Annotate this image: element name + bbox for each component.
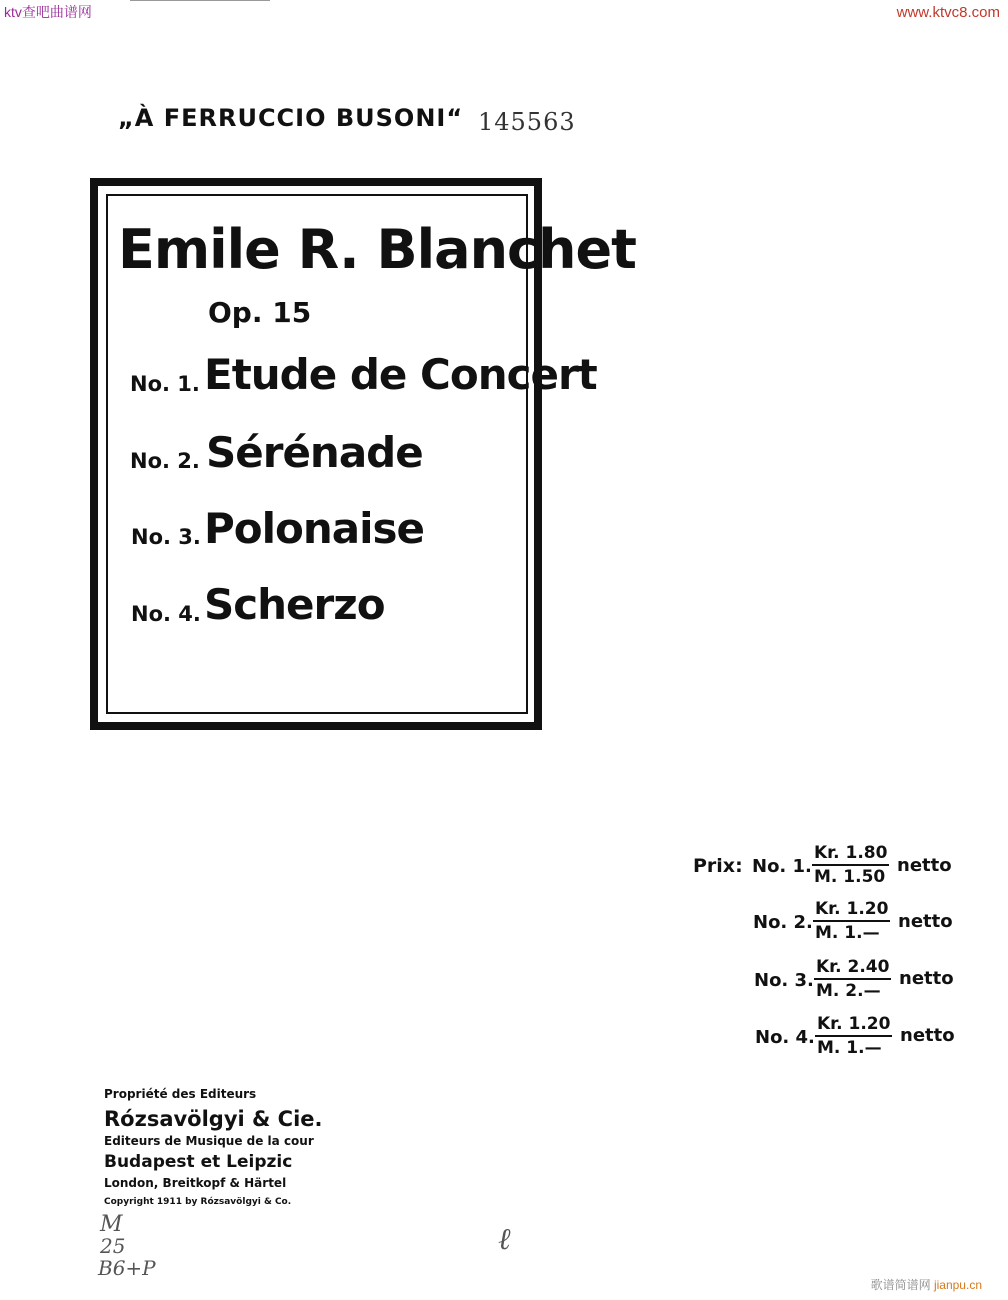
price-fraction xyxy=(812,843,889,887)
publisher-copyright: Copyright 1911 by Rózsavölgyi & Co. xyxy=(104,1197,292,1207)
piece-title: Etude de Concert xyxy=(204,350,597,399)
piece-number: No. 4. xyxy=(131,602,201,626)
price-number: No. 2. xyxy=(753,912,813,933)
price-label: Prix: xyxy=(693,855,743,877)
piece-number: No. 2. xyxy=(130,449,200,473)
price-mark: M. 2.— xyxy=(816,981,881,1001)
watermark-jianpu-url: jianpu.cn xyxy=(933,1278,982,1292)
price-fraction xyxy=(813,899,890,943)
piece-title: Sérénade xyxy=(206,428,423,477)
watermark-ktv: ktv查吧曲谱网 xyxy=(4,4,92,20)
scan-rule xyxy=(130,0,270,1)
publisher-property: Propriété des Editeurs xyxy=(104,1087,257,1101)
dedication: „À FERRUCCIO BUSONI“ xyxy=(118,104,464,132)
price-mark: M. 1.— xyxy=(815,923,880,943)
piece-title: Scherzo xyxy=(204,580,385,629)
publisher-subtitle: Editeurs de Musique de la cour xyxy=(104,1134,314,1148)
price-kronen: Kr. 2.40 xyxy=(814,957,891,980)
price-fraction xyxy=(814,957,891,1001)
opus-number: Op. 15 xyxy=(208,296,312,329)
publisher-agent: London, Breitkopf & Härtel xyxy=(104,1176,287,1190)
price-netto: netto xyxy=(898,911,953,932)
handwritten-shelfmark: M xyxy=(100,1212,123,1237)
price-mark: M. 1.50 xyxy=(814,867,886,887)
watermark-jianpu-cn: 歌谱简谱网 xyxy=(870,1278,931,1292)
price-netto: netto xyxy=(900,1025,955,1046)
price-kronen: Kr. 1.20 xyxy=(813,899,890,922)
price-netto: netto xyxy=(897,855,952,876)
handwritten-mark: ℓ xyxy=(498,1222,511,1257)
piece-number: No. 1. xyxy=(130,372,200,396)
handwritten-shelfmark: B6+P xyxy=(98,1256,156,1280)
catalog-number: 145563 xyxy=(478,108,576,136)
piece-title: Polonaise xyxy=(204,504,425,553)
price-number: No. 4. xyxy=(755,1027,815,1048)
watermark-url: www.ktvc8.com xyxy=(896,4,1000,21)
price-number: No. 1. xyxy=(752,856,812,877)
price-kronen: Kr. 1.20 xyxy=(815,1014,892,1037)
publisher-name: Rózsavölgyi & Cie. xyxy=(104,1107,323,1131)
price-netto: netto xyxy=(899,968,954,989)
price-mark: M. 1.— xyxy=(817,1038,882,1058)
watermark-jianpu xyxy=(871,1276,982,1293)
price-number: No. 3. xyxy=(754,970,814,991)
piece-number: No. 3. xyxy=(131,525,201,549)
price-kronen: Kr. 1.80 xyxy=(812,843,889,866)
publisher-cities: Budapest et Leipzic xyxy=(104,1152,293,1172)
handwritten-shelfmark: 25 xyxy=(100,1234,126,1258)
composer-name: Emile R. Blanchet xyxy=(118,218,636,281)
price-fraction xyxy=(815,1014,892,1058)
